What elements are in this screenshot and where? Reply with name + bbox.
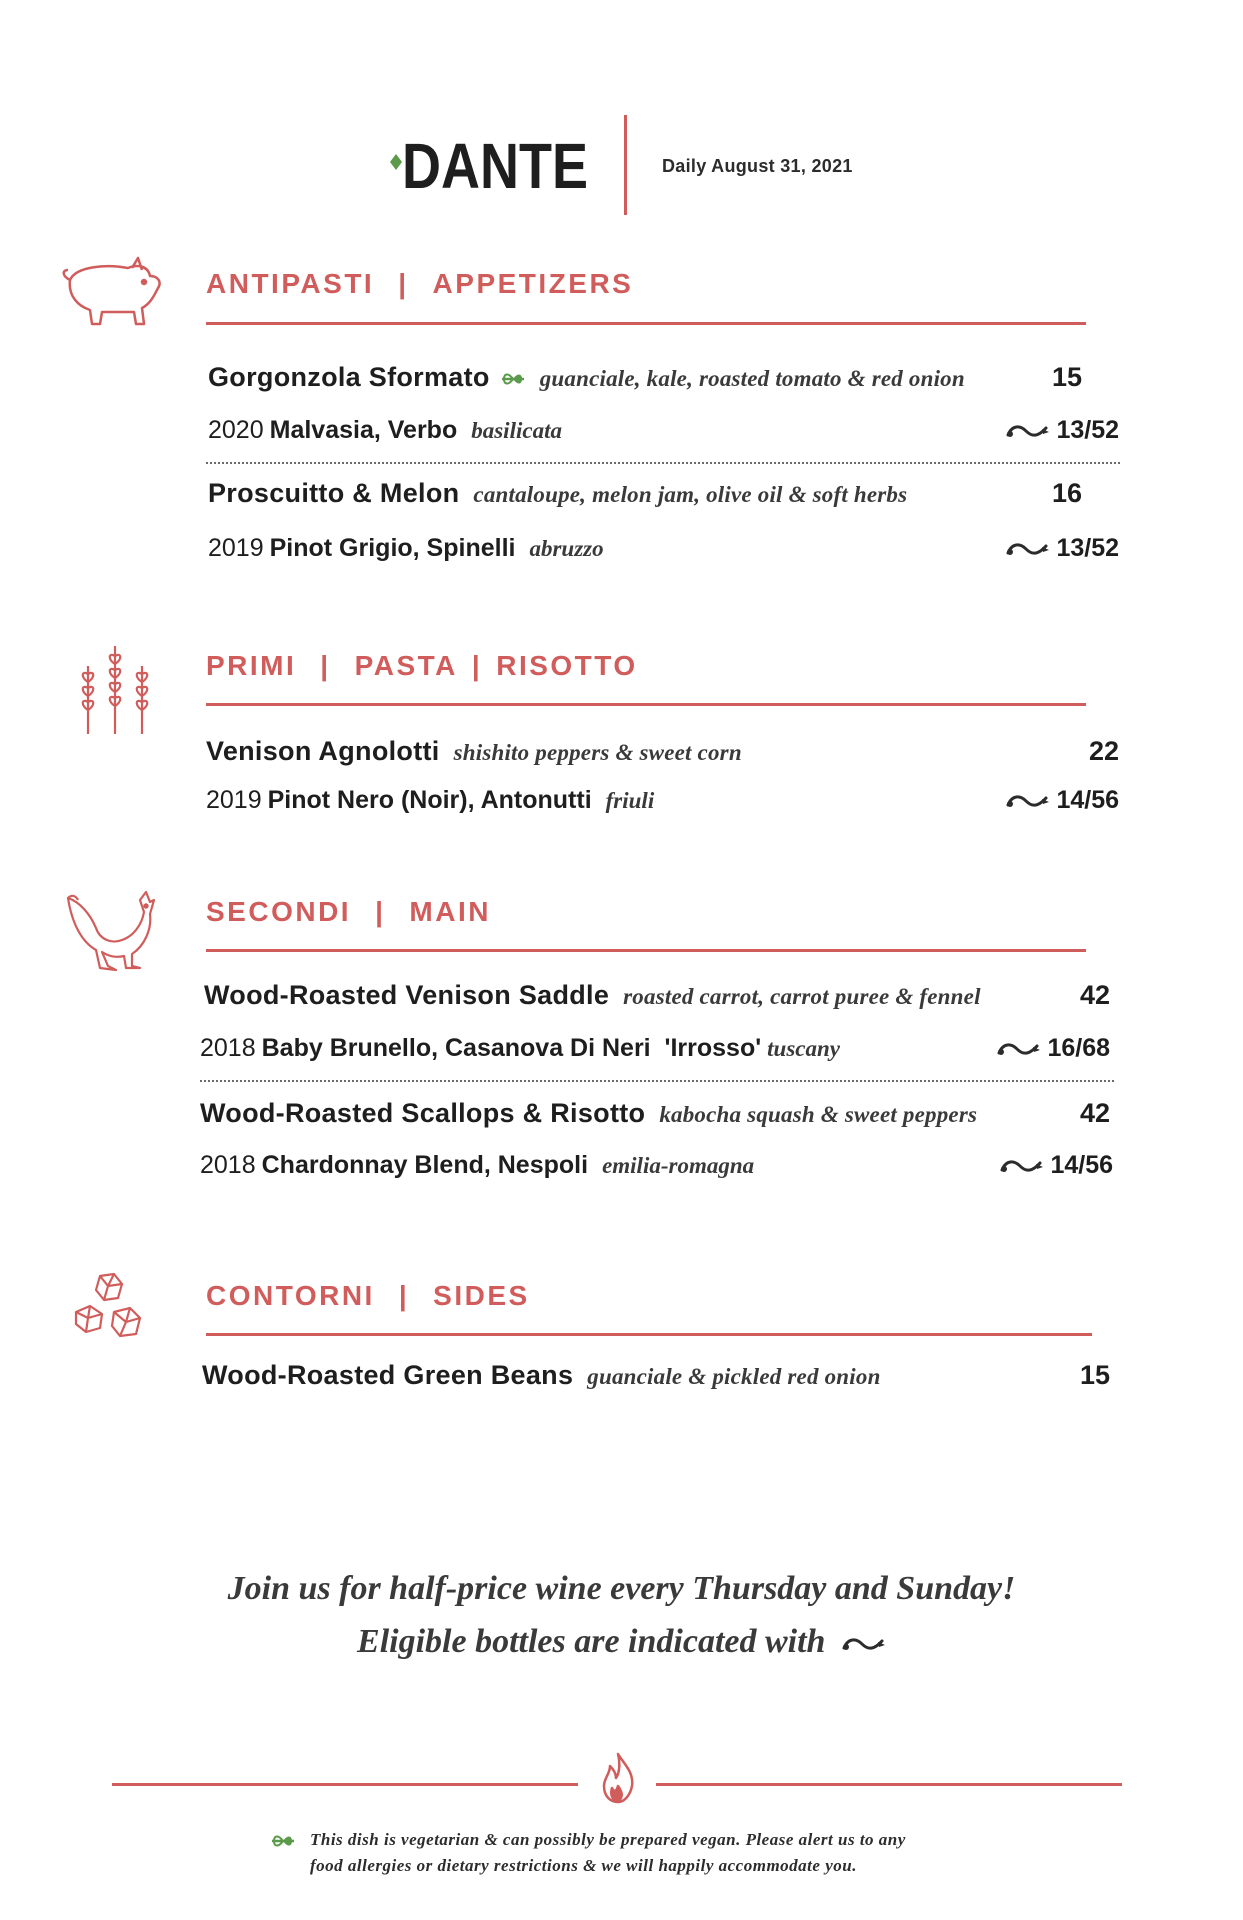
footer-line-2: food allergies or dietary restrictions & we will happily accommodate you. — [310, 1856, 857, 1875]
section-title-part: APPETIZERS — [432, 268, 634, 299]
wine-region: abruzzo — [529, 536, 604, 561]
menu-item — [208, 362, 965, 393]
wine-pairing — [208, 534, 604, 563]
wine-region: basilicata — [471, 418, 562, 443]
dish-description: kabocha squash & sweet peppers — [659, 1102, 978, 1127]
section-title-secondi: SECONDI | MAIN — [206, 896, 491, 927]
dish-description: cantaloupe, melon jam, olive oil & soft herbs — [473, 482, 908, 507]
wine-price — [997, 1034, 1110, 1063]
section-title-antipasti: ANTIPASTI | APPETIZERS — [206, 268, 634, 299]
wine-price — [1006, 786, 1119, 815]
wine-pairing — [200, 1151, 754, 1180]
wine-name: Malvasia, Verbo — [269, 416, 458, 444]
wine-year: 2018 — [200, 1151, 256, 1179]
section-title-part: PRIMI — [206, 650, 297, 681]
menu-item — [204, 980, 981, 1011]
dish-price: 15 — [1051, 362, 1082, 392]
menu-item — [208, 478, 907, 509]
dish-description: guanciale & pickled red onion — [587, 1364, 881, 1389]
footer-rule-right — [656, 1783, 1122, 1786]
menu-date: Daily August 31, 2021 — [662, 156, 853, 176]
half-price-swash-icon — [842, 1636, 886, 1652]
wine-year: 2018 — [200, 1034, 256, 1062]
item-divider — [200, 1080, 1114, 1082]
section-rule — [206, 1333, 1092, 1336]
wine-name: Pinot Grigio, Spinelli — [269, 534, 516, 562]
wine-name: Pinot Nero (Noir), Antonutti — [267, 786, 592, 814]
section-title-primi: PRIMI | PASTA | RISOTTO — [206, 650, 638, 681]
wine-name: Chardonnay Blend, Nespoli — [261, 1151, 589, 1179]
dish-price: 42 — [1079, 1098, 1110, 1128]
promo-line-1: Join us for half-price wine every Thursday and Sunday! — [227, 1570, 1016, 1607]
wine-price-value: 13/52 — [1056, 534, 1119, 562]
dish-name: Wood-Roasted Scallops & Risotto — [200, 1098, 646, 1128]
dish-price: 22 — [1088, 736, 1119, 766]
wine-year: 2019 — [208, 534, 264, 562]
section-title-part: CONTORNI — [206, 1280, 375, 1311]
section-title-contorni: CONTORNI | SIDES — [206, 1280, 530, 1311]
dish-name: Venison Agnolotti — [206, 736, 440, 766]
wine-price — [1006, 534, 1119, 563]
section-rule — [206, 703, 1086, 706]
half-price-swash-icon — [1000, 1158, 1044, 1174]
vegetables-icon — [70, 1270, 180, 1370]
dish-description: roasted carrot, carrot puree & fennel — [623, 984, 981, 1009]
flame-icon — [598, 1752, 638, 1809]
wine-name: Baby Brunello, Casanova Di Neri 'Irrosso' — [261, 1034, 762, 1062]
promo-line-2-wrap — [0, 1623, 1243, 1661]
vegetarian-legend-icon — [270, 1834, 296, 1853]
section-rule — [206, 322, 1086, 325]
logo-text: DANTE — [402, 130, 588, 202]
wine-region: tuscany — [767, 1036, 841, 1061]
dish-description: shishito peppers & sweet corn — [453, 740, 742, 765]
section-title-part: PASTA — [354, 650, 458, 681]
section-title-part: ANTIPASTI — [206, 268, 375, 299]
half-price-swash-icon — [1006, 541, 1050, 557]
wine-price-value: 16/68 — [1047, 1034, 1110, 1062]
wine-price-value: 13/52 — [1056, 416, 1119, 444]
half-price-swash-icon — [1006, 793, 1050, 809]
wine-price — [1006, 416, 1119, 445]
pig-icon — [58, 252, 168, 352]
wine-year: 2019 — [206, 786, 262, 814]
wine-region: friuli — [605, 788, 655, 813]
chicken-icon — [60, 884, 170, 984]
dish-name: Wood-Roasted Green Beans — [202, 1360, 574, 1390]
footer-rule-left — [112, 1783, 578, 1786]
wine-price-value: 14/56 — [1050, 1151, 1113, 1179]
header-divider — [624, 115, 627, 215]
wine-pairing — [206, 786, 654, 815]
menu-item — [200, 1098, 977, 1129]
menu-item — [206, 736, 742, 767]
item-divider — [206, 462, 1120, 464]
wine-region: emilia-romagna — [602, 1153, 755, 1178]
menu-item — [202, 1360, 881, 1391]
dante-logo — [386, 128, 590, 202]
dish-name: Proscuitto & Melon — [208, 478, 460, 508]
wine-year: 2020 — [208, 416, 264, 444]
section-title-part: MAIN — [409, 896, 491, 927]
half-price-swash-icon — [1006, 423, 1050, 439]
footer-line-1: This dish is vegetarian & can possibly be prepared vegan. Please alert us to any — [310, 1830, 906, 1849]
dish-name: Gorgonzola Sformato — [208, 362, 490, 392]
wine-price — [1000, 1151, 1113, 1180]
dish-price: 16 — [1051, 478, 1082, 508]
wheat-icon — [70, 640, 180, 740]
dish-name: Wood-Roasted Venison Saddle — [204, 980, 610, 1010]
promo-line-2: Eligible bottles are indicated with — [357, 1623, 826, 1660]
dish-price: 15 — [1079, 1360, 1110, 1390]
section-title-part: SECONDI — [206, 896, 352, 927]
dish-price: 42 — [1079, 980, 1110, 1010]
wine-pairing — [200, 1034, 840, 1063]
section-title-part: SIDES — [433, 1280, 530, 1311]
vegetarian-icon — [500, 372, 526, 391]
section-title-part: RISOTTO — [496, 650, 638, 681]
half-price-swash-icon — [997, 1041, 1041, 1057]
section-rule — [206, 949, 1086, 952]
dish-description: guanciale, kale, roasted tomato & red onion — [539, 366, 965, 391]
wine-pairing — [208, 416, 562, 445]
wine-price-value: 14/56 — [1056, 786, 1119, 814]
